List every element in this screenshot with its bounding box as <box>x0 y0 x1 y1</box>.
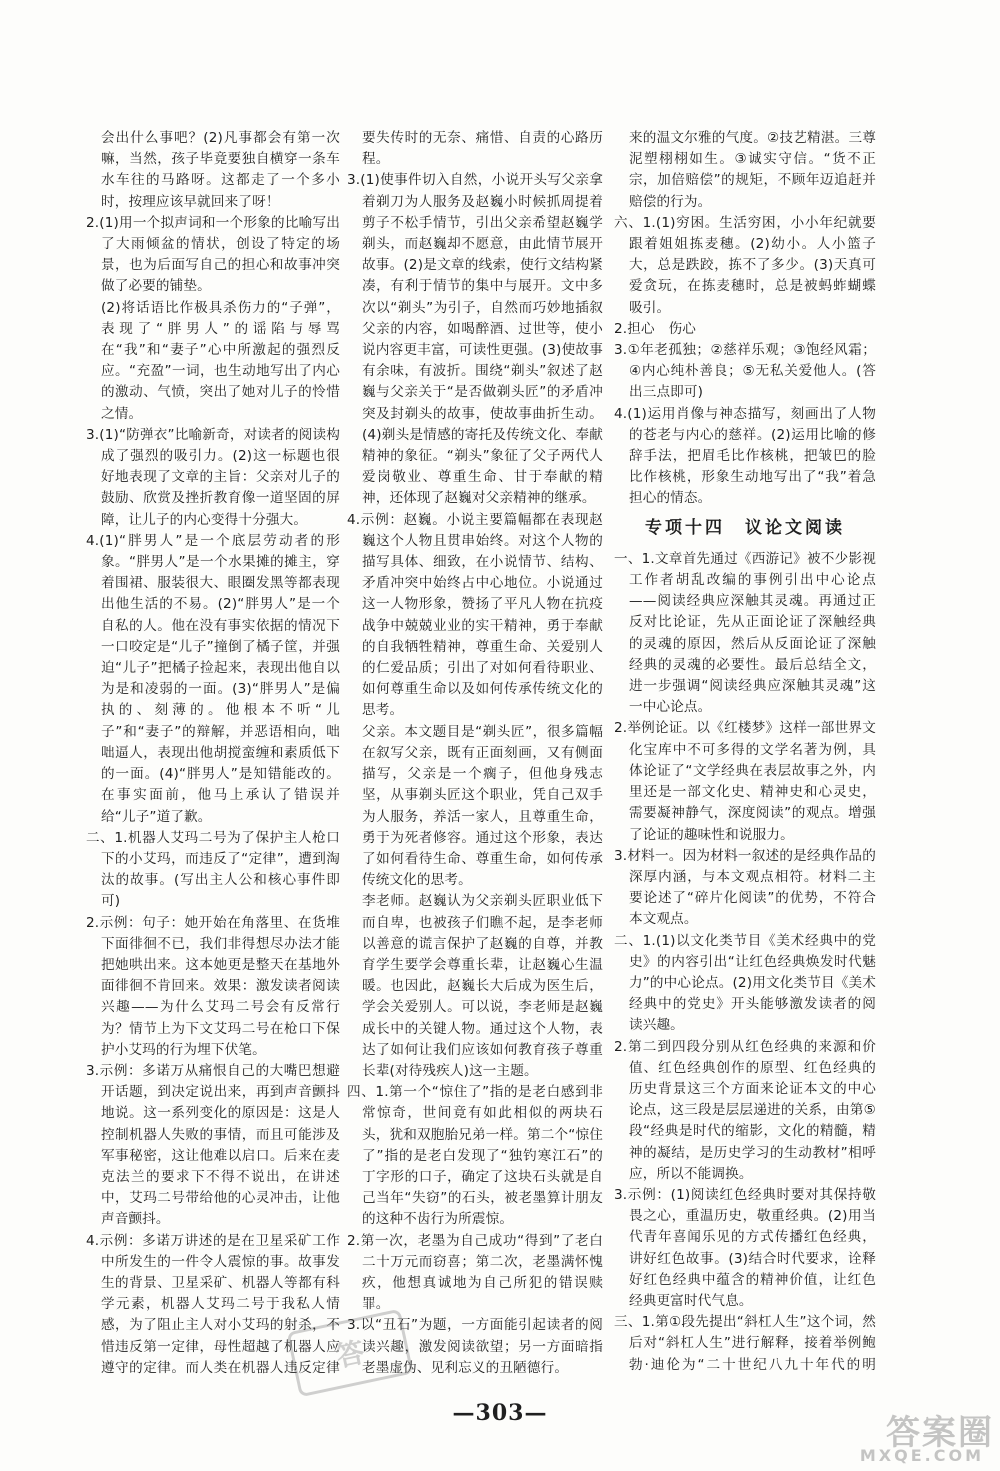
answer-paragraph: 4.(1)“胖男人”是一个底层劳动者的形象。“胖男人”是一个水果摊的摊主，穿着围裙、服装很大、眼圈发黑等都表现出他生活的不易。(2)“胖男人”是一个自私的人。他在没有事实依据的情况下一口咬定是“儿子”撞倒了橘子筐，并强迫“儿子”把橘子捡起来，表现出他自以为是和凌弱的一面。(3)“胖男人”是偏执的、刻薄的。他根本不听“儿子”和“妻子”的辩解，并恶语相向，咄咄逼人，表现出他胡搅蛮缠和素质低下的一面。(4)“胖男人”是知错能改的。在事实面前，他马上承认了错误并给“儿子”道了歉。 <box>86 532 340 825</box>
page-number: —303— <box>452 1400 548 1426</box>
answer-paragraph: 3.示例：(1)阅读红色经典时要对其保持敬畏之心，重温历史，敬重经典。(2)用当代青年喜闻乐见的方式传播红色经典，讲好红色故事。(3)结合时代要求，诠释好红色经典中蕴含的精神价值，让红色经典更富时代气息。 <box>614 1186 876 1309</box>
answer-paragraph: 2.(1)用一个拟声词和一个形象的比喻写出了大雨倾盆的情状，创设了特定的场景，也为后面写自己的担心和故事冲突做了必要的铺垫。 <box>86 214 340 295</box>
answer-paragraph: 3.示例：多诺万从痛恨自己的大嘴巴想避开话题，到决定说出来，再到声音颤抖地说。这一系列变化的原因是：这是人控制机器人失败的事情，而且可能涉及军事秘密，这让他难以启口。后来在麦克法兰的要求下不得不说出，在讲述中，艾玛二号带给他的心灵冲击，让他声音颤抖。 <box>86 1062 340 1228</box>
answer-paragraph: 4.示例：赵巍。小说主要篇幅都在表现赵巍这个人物且贯串始终。对这个人物的描写具体、细致，在小说情节、结构、矛盾冲突中始终占中心地位。小说通过这一人物形象，赞扬了平凡人物在抗疫战争中兢兢业业的实干精神，勇于奉献的自我牺牲精神，尊重生命、关爱别人的仁爱品质；引出了对如何看待职业、如何尊重生命以及如何传承传统文化的思考。 <box>347 511 603 719</box>
watermark-text-en: MXQE.COM <box>859 1446 984 1465</box>
text-column-right <box>614 128 876 1378</box>
answer-paragraph: 2.第一次，老墨为自己成功“得到”了老白二十万元而窃喜；第二次，老墨满怀愧疚，他想真诚地为自己所犯的错误赎罪。 <box>347 1232 603 1313</box>
answer-paragraph: 4.(1)运用肖像与神态描写，刻画出了人物的苍老与内心的慈祥。(2)运用比喻的修辞手法，把眉毛比作核桃，把皱巴的脸比作核桃，形象生动地写出了“我”着急担心的情态。 <box>614 405 876 507</box>
answer-paragraph: 2.举例论证。以《红楼梦》这样一部世界文化宝库中不可多得的文学名著为例，具体论证了“文学经典在表层故事之外，内里还是一部文化史、精神史和心灵史，需要凝神静气，深度阅读”的观点。增强了论证的趣味性和说服力。 <box>614 720 876 843</box>
answer-paragraph: 2.示例：句子：她开始在角落里、在货堆下面徘徊不已，我们非得想尽办法才能把她哄出来。这本她更是整天在基地外面徘徊不肯回来。效果：激发读者阅读兴趣——为什么艾玛二号会有反常行为？情节上为下文艾玛二号在枪口下保护小艾玛的行为埋下伏笔。 <box>86 914 340 1058</box>
answer-paragraph: 二、1.机器人艾玛二号为了保护主人枪口下的小艾玛，而违反了“定律”，遭到淘汰的故事。(写出主人公和核心事件即可) <box>86 829 340 910</box>
answer-paragraph: 一、1.文章首先通过《西游记》被不少影视工作者胡乱改编的事例引出中心论点——阅读经典应深触其灵魂。再通过正反对比论证，先从正面论证了深触经典的灵魂的原因，然后从反面论证了深触经典的灵魂的必要性。最后总结全文，进一步强调“阅读经典应深触其灵魂”这一中心论点。 <box>614 550 876 716</box>
answer-paragraph: 父亲。本文题目是“剃头匠”，很多篇幅在叙写父亲，既有正面刻画，又有侧面描写，父亲是一个瘸子，但他身残志坚，从事剃头匠这个职业，凭自己双手为人服务，养活一家人，且尊重生命，勇于为死者修容。通过这个形象，表达了如何看待生命、尊重生命，如何传承传统文化的思考。 <box>361 723 603 889</box>
right-column-upper <box>614 128 876 510</box>
watermark-text-cn: 答案圈 <box>886 1413 994 1453</box>
answer-paragraph: 4.示例：多诺万讲述的是在卫星采矿工作中所发生的一件令人震惊的事。故事发生的背景、卫星采矿、机器人等都有科学元素，机器人艾玛二号于我私人情感，为了阻止主人对小艾玛的射杀，不惜违反第一定律，母性超越了机器人应遵守的定律。而人类在机器人违反定律 <box>86 1232 340 1376</box>
text-column-left <box>86 128 340 1378</box>
answer-paragraph: 3.(1)“防弹衣”比喻新奇，对读者的阅读构成了强烈的吸引力。(2)这一标题也很好地表现了文章的主旨：父亲对儿子的鼓励、欣赏及挫折教育像一道坚固的屏障，让儿子的内心变得十分强大。 <box>86 426 340 528</box>
answer-paragraph: (2)将话语比作极具杀伤力的“子弹”，表现了“胖男人”的谣陷与辱骂在“我”和“妻子”心中所激起的强烈反应。“充盈”一词，也生动地写出了内心的激动、气愤，突出了她对儿子的怜惜之情。 <box>100 299 340 422</box>
answer-paragraph: 要失传时的无奈、痛惜、自责的心路历程。 <box>361 130 603 168</box>
answer-paragraph: 3.以“丑石”为题，一方面能引起读者的阅读兴趣，激发阅读欲望；另一方面暗指老墨虚伪、见利忘义的丑陋德行。 <box>347 1317 603 1376</box>
stamp-text: 答 <box>333 1335 368 1374</box>
answer-paragraph: 会出什么事吧？(2)凡事都会有第一次嘛，当然，孩子毕竟要独自横穿一条车水车往的马路呀。这都走了一个多小时，按理应该早就回来了呀！ <box>100 130 340 210</box>
site-watermark <box>804 1405 994 1465</box>
answer-paragraph: 3.材料一。因为材料一叙述的是经典作品的深厚内涵，与本文观点相符。材料二主要论述了“碎片化阅读”的优势，不符合本文观点。 <box>614 847 876 928</box>
answer-paragraph: 二、1.(1)以文化类节目《美术经典中的党史》的内容引出“让红色经典焕发时代魅力”的中心论点。(2)用文化类节目《美术经典中的党史》开头能够激发读者的阅读兴趣。 <box>614 932 876 1034</box>
right-column-lower <box>614 549 876 1378</box>
answer-paragraph: 3.(1)使事件切入自然，小说开头写父亲拿着剃刀为人服务及赵巍小时候抓周提着剪子不松手情节，引出父亲希望赵巍学剃头，而赵巍却不愿意，由此情节展开故事。(2)是文章的线索，使行文结构紧凑，有利于情节的集中与展开。文中多次以“剃头”为引子，自然而巧妙地插叙父亲的内容，如喝醉酒、过世等，使小说内容更丰富，可读性更强。(3)使故事有余味，有波折。围绕“剃头”叙述了赵巍与父亲关于“是否做剃头匠”的矛盾冲突及封剃头的故事，使故事曲折生动。(4)剃头是情感的寄托及传统文化、奉献精神的象征。“剃头”象征了父子两代人爱岗敬业、尊重生命、甘于奉献的精神，还体现了赵巍对父亲精神的继承。 <box>347 172 603 507</box>
answer-paragraph: 三、1.第①段先提出“斜杠人生”这个词，然后对“斜杠人生”进行解释，接着举例鲍勃·迪伦为“二十世纪八九十年代的明 <box>614 1314 876 1373</box>
answer-paragraph: 李老师。赵巍认为父亲剃头匠职业低下而自卑，也被孩子们瞧不起，是李老师以善意的谎言保护了赵巍的自尊，并教育学生要学会尊重长辈，让赵巍心生温暖。也因此，赵巍长大后成为医生后，学会关爱别人。可以说，李老师是赵巍成长中的关键人物。通过这个人物，表达了如何让我们应该如何教育孩子尊重长辈(对待残疾人)这一主题。 <box>361 893 603 1079</box>
answer-paragraph: 六、1.(1)穷困。生活穷困，小小年纪就要跟着姐姐拣麦穗。(2)幼小。人小篮子大，总是跌跤，拣不了多少。(3)天真可爱贪玩，在拣麦穗时，总是被蚂蚱蝴蝶吸引。 <box>614 214 876 316</box>
answer-paragraph: 3.①年老孤独；②慈祥乐观；③饱经风霜；④内心纯朴善良；⑤无私关爱他人。(答出三点即可) <box>614 342 876 401</box>
answer-paragraph: 来的温文尔雅的气度。②技艺精湛。三尊泥塑栩栩如生。③诚实守信。“货不正宗，加倍赔偿”的规矩，不顾年迈追赶并赔偿的行为。 <box>628 130 876 210</box>
text-column-middle <box>347 128 603 1378</box>
answer-paragraph: 四、1.第一个“惊住了”指的是老白感到非常惊奇，世间竟有如此相似的两块石头，犹和双胞胎兄弟一样。第二个“惊住了”指的是老白发现了“独钓寒江石”的丁字形的口子，确定了这块石头就是自己当年“失窃”的石头，被老墨算计朋友的这种不齿行为所震惊。 <box>347 1084 603 1228</box>
answer-paragraph: 2.第二到四段分别从红色经典的来源和价值、红色经典创作的原型、红色经典的历史背景这三个方面来论证本文的中心论点，这三段是层层递进的关系，由第⑤段“经典是时代的缩影，文化的精髓，精神的凝结，是历史学习的生动教材”相呼应，所以不能调换。 <box>614 1038 876 1182</box>
section-heading: 专项十四 议论文阅读 <box>645 517 845 538</box>
answer-paragraph: 2.担心 伤心 <box>614 320 696 337</box>
